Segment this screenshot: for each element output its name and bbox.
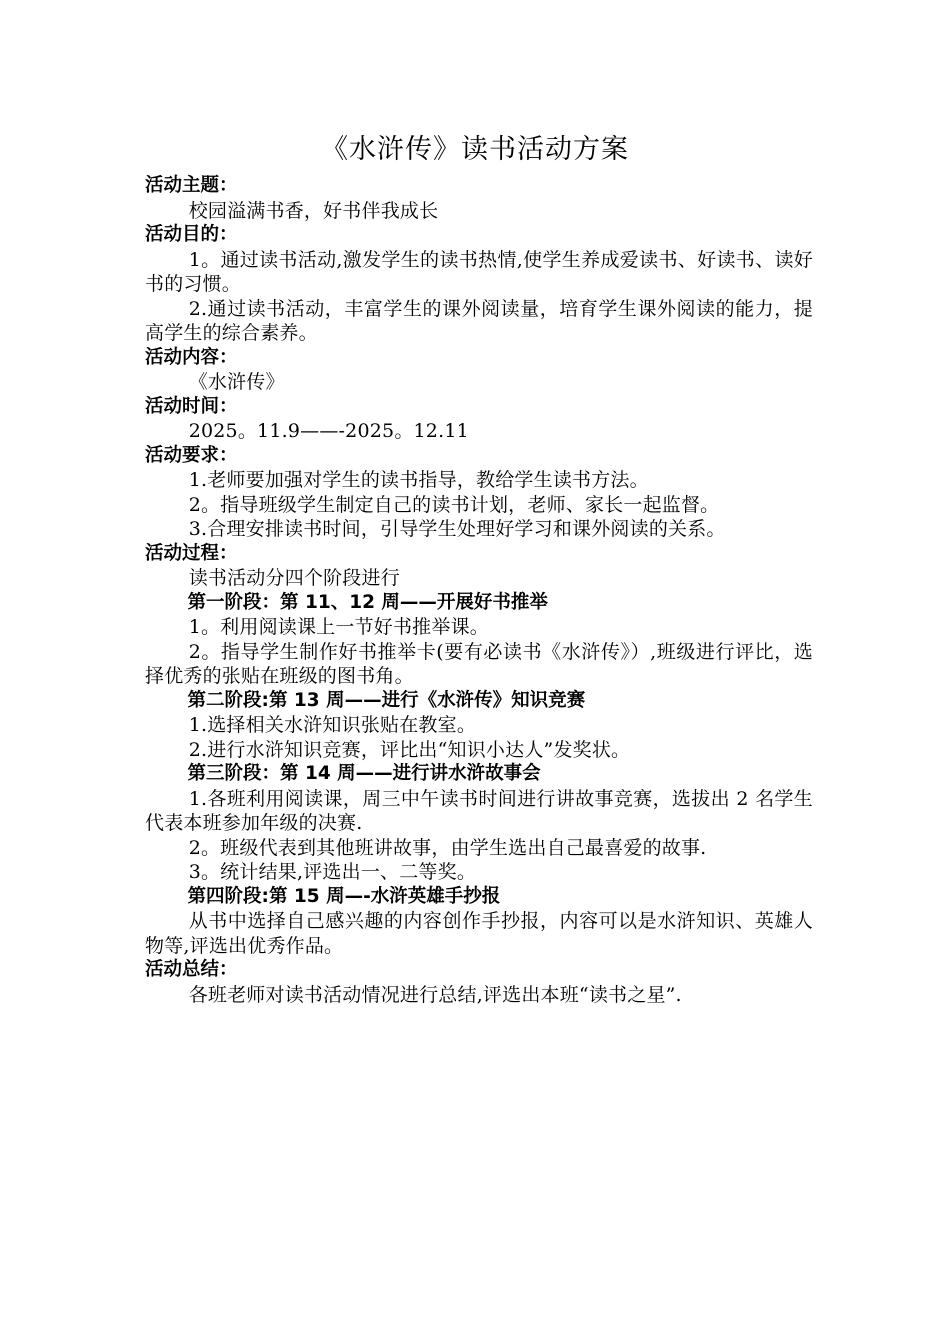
document-body: [145, 174, 813, 1007]
content-text: 《水浒传》: [188, 371, 285, 393]
stage-item: 1.各班利用阅读课，周三中午读书时间进行讲故事竞赛，选拔出 2 名学生代表本班参加年级的决赛.: [145, 787, 813, 834]
summary-heading: 活动总结：: [145, 959, 238, 980]
stage-item: 1。利用阅读课上一节好书推举课。: [188, 616, 489, 638]
requirement-item: 3.合理安排读书时间，引导学生处理好学习和课外阅读的关系。: [188, 518, 726, 540]
summary-text: 各班老师对读书活动情况进行总结,评选出本班“读书之星”.: [188, 983, 682, 1006]
stage-item: 1.选择相关水浒知识张贴在教室。: [188, 714, 477, 736]
document-title: 《水浒传》读书活动方案: [321, 134, 629, 165]
process-heading: 活动过程：: [145, 542, 238, 564]
stage-item: 2.进行水浒知识竞赛，评比出“知识小达人”发奖状。: [188, 738, 631, 761]
stage-title: 第二阶段:第 13 周——进行《水浒传》知识竞赛: [187, 689, 586, 711]
requirements-heading: 活动要求：: [145, 444, 238, 466]
requirement-item: 1.老师要加强对学生的读书指导，教给学生读书方法。: [188, 469, 649, 491]
stage-item: 2。指导学生制作好书推举卡(要有必读书《水浒传》）,班级进行评比，选择优秀的张贴在班级的图书角。: [145, 640, 813, 687]
process-intro: 读书活动分四个阶段进行: [188, 567, 400, 589]
stage-title: 第三阶段：第 14 周——进行讲水浒故事会: [187, 763, 541, 784]
theme-heading: 活动主题：: [145, 175, 238, 196]
stage-title: 第一阶段：第 11、12 周——开展好书推举: [187, 591, 548, 613]
stage-item: 从书中选择自己感兴趣的内容创作手抄报，内容可以是水浒知识、英雄人物等,评选出优秀作品。: [145, 910, 813, 957]
stage-title: 第四阶段:第 15 周—-水浒英雄手抄报: [187, 885, 501, 907]
time-heading: 活动时间：: [145, 395, 238, 417]
time-text: 2025。11.9——-2025。12.11: [188, 420, 469, 442]
stage-item: 2。班级代表到其他班讲故事，由学生选出自己最喜爱的故事.: [188, 836, 707, 859]
purpose-item: 2.通过读书活动，丰富学生的课外阅读量，培育学生课外阅读的能力，提高学生的综合素养。: [145, 297, 813, 344]
requirement-item: 2。指导班级学生制定自己的读书计划，老师、家长一起监督。: [188, 493, 720, 516]
stage-item: 3。统计结果,评选出一、二等奖。: [188, 861, 477, 883]
theme-text: 校园溢满书香，好书伴我成长: [188, 199, 439, 222]
purpose-item: 1。通过读书活动,激发学生的读书热情,使学生养成爱读书、好读书、读好书的习惯。: [145, 248, 813, 295]
purpose-heading: 活动目的：: [145, 224, 238, 245]
content-heading: 活动内容：: [145, 346, 238, 368]
